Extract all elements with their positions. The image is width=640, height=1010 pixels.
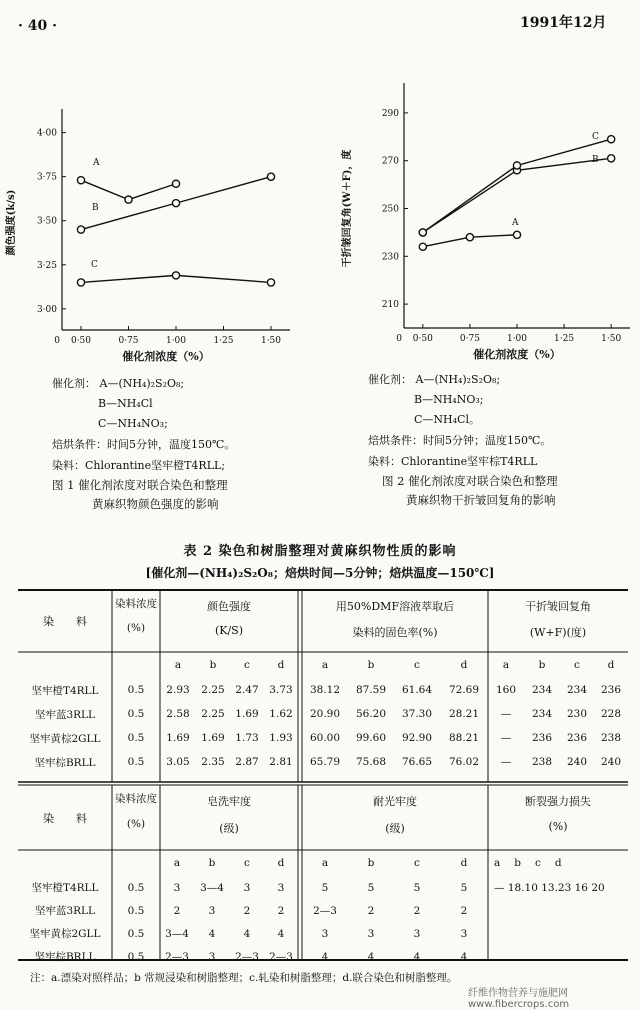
fix-value: 92.90 bbox=[401, 732, 433, 744]
table-row bbox=[18, 726, 628, 750]
dye-name: 坚牢橙T4RLL bbox=[31, 684, 99, 697]
dye-conc: 0.5 bbox=[127, 684, 145, 696]
y-tick-label: 3·25 bbox=[36, 260, 57, 271]
crease-value: 238 bbox=[531, 756, 553, 768]
light-value: 4 bbox=[367, 950, 375, 963]
series-label-C: C bbox=[91, 260, 98, 270]
strength-value: — 18.10 13.23 16 20 bbox=[494, 881, 605, 894]
fig2-catalyst-c: C—NH₄Cl。 bbox=[414, 413, 480, 426]
t1-header-dmf-2: 染料的固色率(%) bbox=[352, 626, 438, 639]
wash-value: 2 bbox=[173, 904, 181, 917]
wash-value: 4 bbox=[243, 927, 251, 940]
t2-header-light: 耐光牢度 bbox=[373, 795, 417, 808]
table-row bbox=[18, 899, 628, 922]
crease-value: 234 bbox=[531, 708, 553, 720]
t2-header-wash-unit: (级) bbox=[219, 822, 239, 835]
x-tick-label: 1·25 bbox=[554, 334, 575, 344]
y-tick-label: 3·75 bbox=[36, 172, 57, 183]
abcd-label: b bbox=[209, 659, 217, 671]
y-tick-label: 210 bbox=[381, 300, 399, 311]
series-label-B: B bbox=[92, 203, 99, 213]
ks-value: 2.25 bbox=[201, 708, 225, 720]
light-value: 4 bbox=[413, 950, 421, 963]
t2-header-conc-unit: (%) bbox=[126, 818, 146, 830]
y-tick-label: 270 bbox=[381, 156, 399, 167]
table-2-title: 表 2 染色和树脂整理对黄麻织物性质的影响 bbox=[183, 544, 457, 559]
x-axis-label: 催化剂浓度（%） bbox=[122, 350, 210, 363]
wash-value: 3 bbox=[208, 904, 216, 917]
t2-abcd-row bbox=[18, 850, 628, 876]
dye-name: 坚牢棕BRLL bbox=[34, 756, 96, 769]
light-value: 2 bbox=[367, 904, 375, 917]
dye-conc: 0.5 bbox=[127, 927, 145, 940]
fix-value: 87.59 bbox=[355, 684, 387, 696]
dye-name: 坚牢棕BRLL bbox=[34, 951, 96, 963]
light-value: 3 bbox=[460, 927, 468, 940]
abcd-label: a bbox=[173, 857, 181, 869]
y-tick-label: 250 bbox=[381, 204, 399, 215]
x-tick-label: 0·75 bbox=[118, 336, 139, 346]
ks-value: 2.35 bbox=[201, 756, 225, 768]
fix-value: 76.65 bbox=[401, 756, 433, 768]
watermark: 纤维作物营养与施肥网 www.fibercrops.com bbox=[468, 988, 570, 1010]
light-value: 5 bbox=[413, 881, 421, 894]
table-row bbox=[18, 750, 628, 774]
dye-conc: 0.5 bbox=[127, 756, 145, 768]
x-origin-label: 0 bbox=[396, 334, 402, 344]
table-row bbox=[18, 922, 628, 945]
fix-value: 99.60 bbox=[355, 732, 387, 744]
fig1-conditions: 焙烘条件：时间5分钟，温度150℃。 bbox=[52, 438, 236, 451]
light-value: 5 bbox=[460, 881, 468, 894]
series-label-C: C bbox=[592, 132, 599, 142]
light-value: 2 bbox=[460, 904, 468, 917]
wash-value: 3 bbox=[208, 950, 216, 963]
light-value: 3 bbox=[413, 927, 421, 940]
y-tick-label: 3·00 bbox=[36, 304, 57, 315]
t2-header-dye: 染 料 bbox=[43, 811, 87, 825]
table-2-part-1 bbox=[18, 652, 628, 774]
t2-header-light-unit: (级) bbox=[385, 822, 405, 835]
ks-value: 1.62 bbox=[269, 708, 293, 720]
y-tick-label: 4·00 bbox=[36, 128, 57, 139]
fig2-caption-line2: 黄麻织物干折皱回复角的影响 bbox=[406, 493, 556, 507]
t1-header-dye: 染 料 bbox=[43, 615, 87, 628]
t1-header-crease: 干折皱回复角 bbox=[525, 600, 591, 613]
t1-abcd-row bbox=[18, 652, 628, 678]
t2-header-strength-unit: (%) bbox=[548, 820, 568, 833]
crease-value: 234 bbox=[531, 684, 553, 696]
crease-value: 230 bbox=[566, 708, 588, 720]
strength-value bbox=[488, 899, 628, 922]
ks-value: 1.73 bbox=[235, 732, 259, 744]
table-note: 注：a.漂染对照样品；b 常规浸染和树脂整理；c.轧染和树脂整理；d.联合染色和树脂整理。 bbox=[30, 972, 458, 984]
strength-value bbox=[488, 922, 628, 945]
ks-value: 2.58 bbox=[166, 708, 190, 720]
crease-value: 240 bbox=[600, 756, 622, 768]
x-tick-label: 1·00 bbox=[506, 334, 528, 344]
x-tick-label: 1·50 bbox=[601, 334, 622, 344]
t1-header-conc-unit: (%) bbox=[126, 622, 146, 634]
fig2-conditions: 焙烘条件：时间5分钟；温度150℃。 bbox=[368, 434, 552, 447]
abcd-label: c bbox=[244, 857, 250, 869]
abcd-label: d bbox=[277, 659, 285, 671]
table-2-subtitle: [催化剂—(NH₄)₂S₂O₈；焙烘时间—5分钟；焙烘温度—150℃] bbox=[145, 566, 495, 580]
dye-name: 坚牢蓝3RLL bbox=[34, 905, 96, 917]
issue-date: 1991年12月 bbox=[520, 15, 607, 31]
x-origin-label: 0 bbox=[54, 336, 60, 346]
ks-value: 2.25 bbox=[201, 684, 225, 696]
y-axis-label: 颜色强度(k/s) bbox=[6, 189, 17, 256]
y-tick-label: 230 bbox=[381, 252, 399, 263]
abcd-label: c bbox=[414, 857, 420, 869]
abcd-label: a bbox=[174, 659, 182, 671]
fix-value: 72.69 bbox=[448, 684, 480, 696]
table-row bbox=[18, 702, 628, 726]
ks-value: 2.81 bbox=[269, 756, 293, 768]
dye-conc: 0.5 bbox=[127, 732, 145, 744]
fig2-dye: 染料：Chlorantine坚牢棕T4RLL bbox=[368, 455, 538, 468]
crease-value: 234 bbox=[566, 684, 588, 696]
fig2-catalyst-b: B—NH₄NO₃; bbox=[414, 393, 484, 406]
fix-value: 20.90 bbox=[309, 708, 341, 720]
abcd-label: c bbox=[574, 659, 580, 671]
dye-name: 坚牢黄棕2GLL bbox=[29, 732, 101, 745]
fig1-caption-line2: 黄麻织物颜色强度的影响 bbox=[92, 497, 219, 511]
abcd-label: d bbox=[460, 857, 468, 869]
abcd-label: b bbox=[367, 857, 375, 869]
wash-value: 2—3 bbox=[235, 950, 259, 963]
wash-value: 3—4 bbox=[165, 927, 189, 940]
wash-value: 3 bbox=[243, 881, 251, 894]
ks-value: 1.69 bbox=[166, 732, 190, 744]
abcd-label: d bbox=[277, 857, 285, 869]
light-value: 2 bbox=[413, 904, 421, 917]
dye-conc: 0.5 bbox=[127, 708, 145, 720]
crease-value: 236 bbox=[566, 732, 588, 744]
fix-value: 75.68 bbox=[355, 756, 387, 768]
t1-header-crease-unit: (W+F)(度) bbox=[529, 626, 587, 639]
series-label-A: A bbox=[512, 218, 519, 228]
fig1-catalyst-c: C—NH₄NO₃; bbox=[98, 417, 168, 430]
light-value: 2—3 bbox=[313, 904, 337, 917]
series-label-A: A bbox=[93, 158, 100, 168]
abcd-label: c bbox=[414, 659, 420, 671]
light-value: 4 bbox=[321, 950, 329, 963]
t1-header-conc: 染料浓度 bbox=[115, 598, 157, 610]
y-tick-label: 3·50 bbox=[36, 216, 57, 227]
wash-value: 4 bbox=[208, 927, 216, 940]
fix-value: 65.79 bbox=[309, 756, 341, 768]
crease-value: 240 bbox=[566, 756, 588, 768]
fix-value: 76.02 bbox=[448, 756, 480, 768]
crease-value: 238 bbox=[600, 732, 622, 744]
fig2-caption-line1: 图 2 催化剂浓度对联合染色和整理 bbox=[382, 474, 558, 488]
series-label-B: B bbox=[592, 155, 599, 165]
light-value: 5 bbox=[367, 881, 375, 894]
strength-value bbox=[488, 945, 628, 968]
dye-name: 坚牢橙T4RLL bbox=[31, 882, 99, 894]
wash-value: 2 bbox=[243, 904, 251, 917]
wash-value: 2—3 bbox=[269, 950, 293, 963]
fix-value: 38.12 bbox=[309, 684, 341, 696]
ks-value: 3.05 bbox=[166, 756, 190, 768]
abcd-label: b bbox=[208, 857, 216, 869]
light-value: 3 bbox=[321, 927, 329, 940]
table-row bbox=[18, 945, 628, 968]
fig1-dye: 染料：Chlorantine坚牢橙T4RLL; bbox=[52, 459, 226, 472]
abcd-label: b bbox=[367, 659, 375, 671]
x-tick-label: 1·25 bbox=[213, 336, 234, 346]
ks-value: 3.73 bbox=[269, 684, 293, 696]
abcd-label: b bbox=[538, 659, 546, 671]
crease-value: — bbox=[500, 708, 512, 720]
fig1-catalyst-a: 催化剂： A—(NH₄)₂S₂O₈; bbox=[52, 377, 185, 390]
wash-value: 3—4 bbox=[200, 881, 224, 894]
ks-value: 2.93 bbox=[166, 684, 190, 696]
wash-value: 3 bbox=[173, 881, 181, 894]
fig1-catalyst-b: B—NH₄Cl bbox=[98, 397, 153, 410]
crease-value: 160 bbox=[495, 684, 517, 696]
abcd-label: a bbox=[321, 659, 329, 671]
t1-header-dmf-1: 用50%DMF溶液萃取后 bbox=[335, 600, 455, 613]
crease-value: 228 bbox=[600, 708, 622, 720]
ks-value: 2.87 bbox=[235, 756, 259, 768]
ks-value: 2.47 bbox=[235, 684, 259, 696]
t1-header-color-unit: (K/S) bbox=[214, 624, 244, 637]
fix-value: 28.21 bbox=[448, 708, 480, 720]
table-row bbox=[18, 678, 628, 702]
light-value: 5 bbox=[321, 881, 329, 894]
ks-value: 1.93 bbox=[269, 732, 293, 744]
x-tick-label: 0·50 bbox=[70, 336, 92, 346]
dye-name: 坚牢蓝3RLL bbox=[34, 708, 96, 721]
abcd-label: d bbox=[460, 659, 468, 671]
fig2-catalyst-a: 催化剂： A—(NH₄)₂S₂O₈; bbox=[368, 373, 501, 386]
x-tick-label: 1·00 bbox=[165, 336, 187, 346]
dye-name: 坚牢黄棕2GLL bbox=[29, 928, 101, 940]
crease-value: — bbox=[500, 732, 512, 744]
light-value: 3 bbox=[367, 927, 375, 940]
t2-header-wash: 皂洗牢度 bbox=[207, 795, 251, 808]
crease-value: 236 bbox=[531, 732, 553, 744]
ks-value: 1.69 bbox=[201, 732, 225, 744]
fix-value: 56.20 bbox=[355, 708, 387, 720]
light-value: 4 bbox=[460, 950, 468, 963]
wash-value: 3 bbox=[277, 881, 285, 894]
table-2-part-2 bbox=[18, 850, 628, 968]
x-tick-label: 0·50 bbox=[412, 334, 433, 344]
x-tick-label: 1·50 bbox=[260, 336, 282, 346]
fix-value: 61.64 bbox=[401, 684, 433, 696]
fix-value: 37.30 bbox=[401, 708, 433, 720]
wash-value: 2—3 bbox=[165, 950, 189, 963]
y-tick-label: 290 bbox=[381, 108, 399, 119]
y-axis-label: 干折皱回复角(W＋F)，度 bbox=[342, 149, 353, 268]
abcd-label: a bbox=[502, 659, 510, 671]
fig1-caption-line1: 图 1 催化剂浓度对联合染色和整理 bbox=[52, 478, 228, 492]
wash-value: 2 bbox=[277, 904, 285, 917]
wash-value: 4 bbox=[277, 927, 285, 940]
fix-value: 60.00 bbox=[309, 732, 341, 744]
x-tick-label: 0·75 bbox=[459, 334, 480, 344]
t2-header-strength: 断裂强力损失 bbox=[525, 795, 591, 808]
abcd-label: a bbox=[321, 857, 329, 869]
crease-value: — bbox=[500, 756, 512, 768]
page-number: · 40 · bbox=[18, 18, 57, 34]
abcd-label: c bbox=[244, 659, 250, 671]
crease-value: 236 bbox=[600, 684, 622, 696]
t2-strength-abcd: abcd bbox=[494, 857, 576, 869]
dye-conc: 0.5 bbox=[127, 950, 145, 963]
t2-header-conc: 染料浓度 bbox=[115, 793, 157, 805]
x-axis-label: 催化剂浓度（%） bbox=[473, 348, 561, 361]
dye-conc: 0.5 bbox=[127, 881, 145, 894]
t1-header-color: 颜色强度 bbox=[207, 600, 251, 613]
abcd-label: d bbox=[607, 659, 615, 671]
ks-value: 1.69 bbox=[235, 708, 259, 720]
table-row bbox=[18, 876, 628, 899]
dye-conc: 0.5 bbox=[127, 904, 145, 917]
fix-value: 88.21 bbox=[448, 732, 480, 744]
